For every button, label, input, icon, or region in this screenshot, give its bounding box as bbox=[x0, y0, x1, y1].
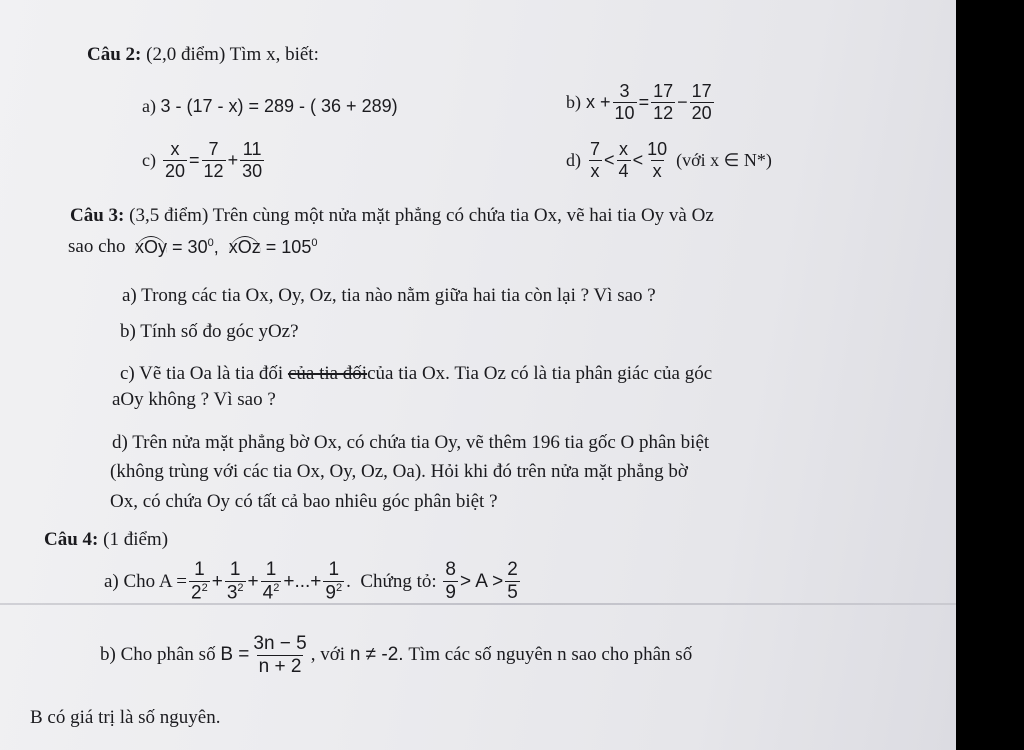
q3-c-line2: aOy không ? Vì sao ? bbox=[112, 389, 276, 410]
q3-d-line1: d) Trên nửa mặt phẳng bờ Ox, có chứa tia Oy, vẽ thêm 196 tia gốc O phân biệt bbox=[112, 432, 710, 453]
q4-b-line1: b) Cho phân số B = $\frac{3n - 5}{n + 2}$ , với n ≠ -2. Tìm các số nguyên n sao cho phân số bbox=[100, 633, 693, 677]
fraction: $\frac{2}{5}$ bbox=[507, 559, 518, 604]
fraction: $\frac{7}{x}$ bbox=[590, 139, 601, 181]
angle-xoz: xOz bbox=[228, 237, 261, 257]
struck-text: của tia đối bbox=[287, 363, 368, 384]
q2-d: d) $\frac{7}{x}$ < $\frac{x}{4}$ < $\frac{10}{x}$ (với x ∈ N*) bbox=[566, 139, 772, 181]
q3-a: a) Trong các tia Ox, Oy, Oz, tia nào nằm giữa hai tia còn lại ? Vì sao ? bbox=[122, 285, 656, 306]
q3-d-line3: Ox, có chứa Oy có tất cả bao nhiêu góc phân biệt ? bbox=[110, 491, 498, 512]
fraction: $\frac{7}{12}$ bbox=[203, 139, 224, 181]
fraction: $\frac{1}{4^2}$ bbox=[262, 559, 280, 604]
fraction: $\frac{17}{20}$ bbox=[691, 81, 712, 123]
fraction: $\frac{x}{4}$ bbox=[618, 139, 629, 181]
q2-b: b) x + $\frac{3}{10}$ = $\frac{17}{12}$ − $\frac{17}{20}$ bbox=[566, 81, 712, 123]
fraction: $\frac{10}{x}$ bbox=[647, 139, 668, 181]
fraction: $\frac{1}{9^2}$ bbox=[325, 559, 343, 604]
fraction: $\frac{x}{20}$ bbox=[165, 139, 186, 181]
q4-b-line2: B có giá trị là số nguyên. bbox=[30, 707, 221, 728]
q3-c-line1: c) Vẽ tia Oa là tia đối của tia đốicủa tia Ox. Tia Oz có là tia phân giác của góc bbox=[120, 363, 713, 384]
paper-fold-line bbox=[0, 603, 956, 605]
angle-xoy: xOy bbox=[135, 237, 168, 257]
fraction: $\frac{17}{12}$ bbox=[653, 81, 674, 123]
q4-a: a) Cho A = $\frac{1}{2^2}$ + $\frac{1}{3^2}$ + $\frac{1}{4^2}$ +...+ $\frac{1}{9^2}$ . Chứng tỏ: $\frac{8}{9}$ > A > $\frac{2}{5}$ bbox=[104, 559, 518, 604]
q3-b: b) Tính số đo góc yOz? bbox=[120, 321, 299, 342]
fraction: $\frac{3}{10}$ bbox=[614, 81, 635, 123]
q2-a: a) 3 - (17 - x) = 289 - ( 36 + 289) bbox=[142, 96, 398, 116]
fraction: $\frac{1}{2^2}$ bbox=[191, 559, 208, 604]
fraction: $\frac{1}{3^2}$ bbox=[226, 559, 244, 604]
q3-d-line2: (không trùng với các tia Ox, Oy, Oz, Oa). Hỏi khi đó trên nửa mặt phẳng bờ bbox=[110, 461, 688, 482]
q4-heading: Câu 4: (1 điểm) bbox=[44, 529, 169, 550]
fraction: $\frac{8}{9}$ bbox=[445, 559, 456, 604]
fraction: $\frac{11}{30}$ bbox=[242, 139, 263, 181]
q2-c: c) $\frac{x}{20}$ = $\frac{7}{12}$ + $\frac{11}{30}$ bbox=[142, 139, 263, 181]
fraction: $\frac{3n - 5}{n + 2}$ bbox=[253, 633, 307, 677]
q2-heading: Câu 2: (2,0 điểm) Tìm x, biết: bbox=[87, 44, 319, 65]
q3-heading: Câu 3: (3,5 điểm) Trên cùng một nửa mặt phẳng có chứa tia Ox, vẽ hai tia Oy và Oz bbox=[70, 205, 714, 226]
q3-angles: sao cho xOy = $30^0$, xOz = $105^0$ bbox=[68, 235, 318, 257]
